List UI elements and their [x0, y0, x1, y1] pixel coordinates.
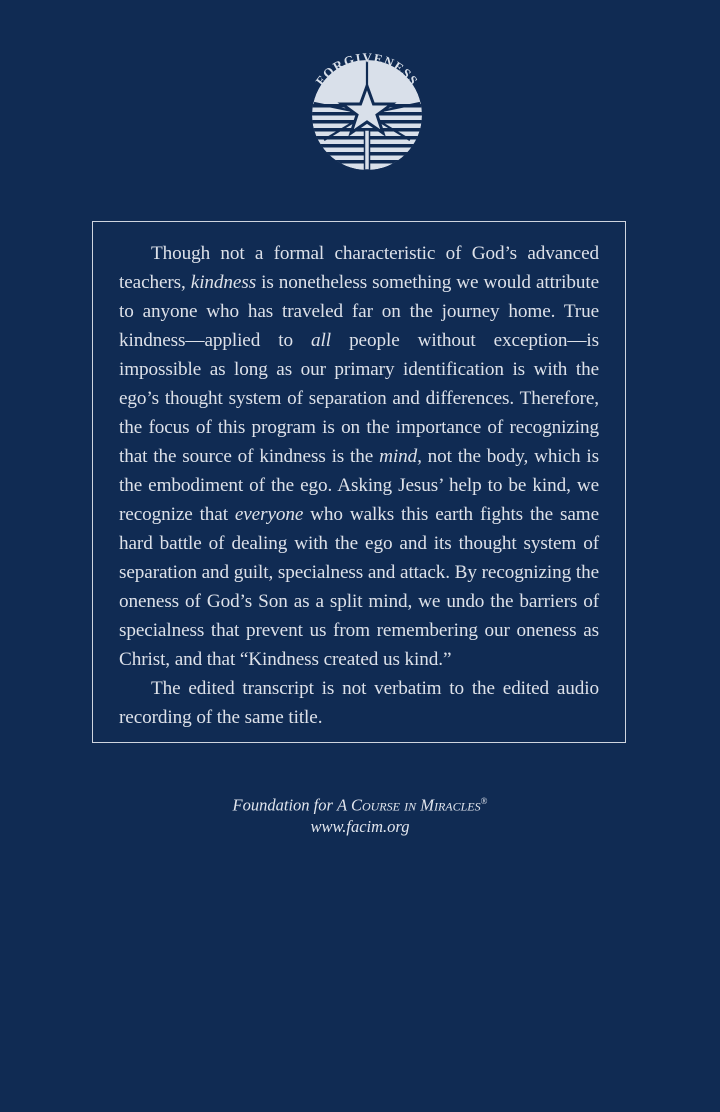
description-paragraph-2: The edited transcript is not verbatim to the edited audio recording of the same title. — [119, 678, 599, 728]
emphasis-kindness: kindness — [190, 272, 257, 293]
emphasis-all: all — [311, 330, 332, 351]
description-box — [92, 221, 626, 743]
description-paragraph-1 — [119, 239, 599, 674]
text-run: Though not a formal characteristic of God’s advanced teachers, — [119, 243, 599, 293]
publisher-title: A Course in Miracles — [337, 795, 481, 815]
emphasis-mind: mind, — [379, 446, 422, 467]
publisher-name — [0, 791, 720, 816]
registered-mark: ® — [480, 796, 488, 806]
website-link[interactable]: www.facim.org — [310, 816, 410, 836]
logo-text: FORGIVENESS — [312, 49, 422, 89]
text-run: people without exception—is impossible as long as our primary identification is with the ego’s thought system of separation and differences. Therefore, the focus of this program is on the importance of recognizing that the source of kindness is the — [119, 330, 600, 467]
text-run: who walks this earth fights the same hard battle of dealing with the ego and its thought system of separation and guilt, specialness and attack. By recognizing the oneness of God’s Son as a split mind, we undo the barriers of specialness that prevent us from remembering our oneness as Christ, and that “Kindness created us kind.” — [119, 504, 600, 670]
emphasis-everyone: everyone — [234, 504, 304, 525]
forgiveness-logo — [300, 48, 434, 182]
publisher-prefix: Foundation for — [232, 795, 338, 815]
star-emblem-icon — [300, 48, 434, 182]
text-run: is nonetheless something we would attribute to anyone who has traveled far on the journey home. True kindness—applied to — [119, 272, 599, 351]
publisher-footer — [0, 791, 720, 837]
text-run: not the body, which is the embodiment of the ego. Asking Jesus’ help to be kind, we recognize that — [119, 446, 599, 525]
